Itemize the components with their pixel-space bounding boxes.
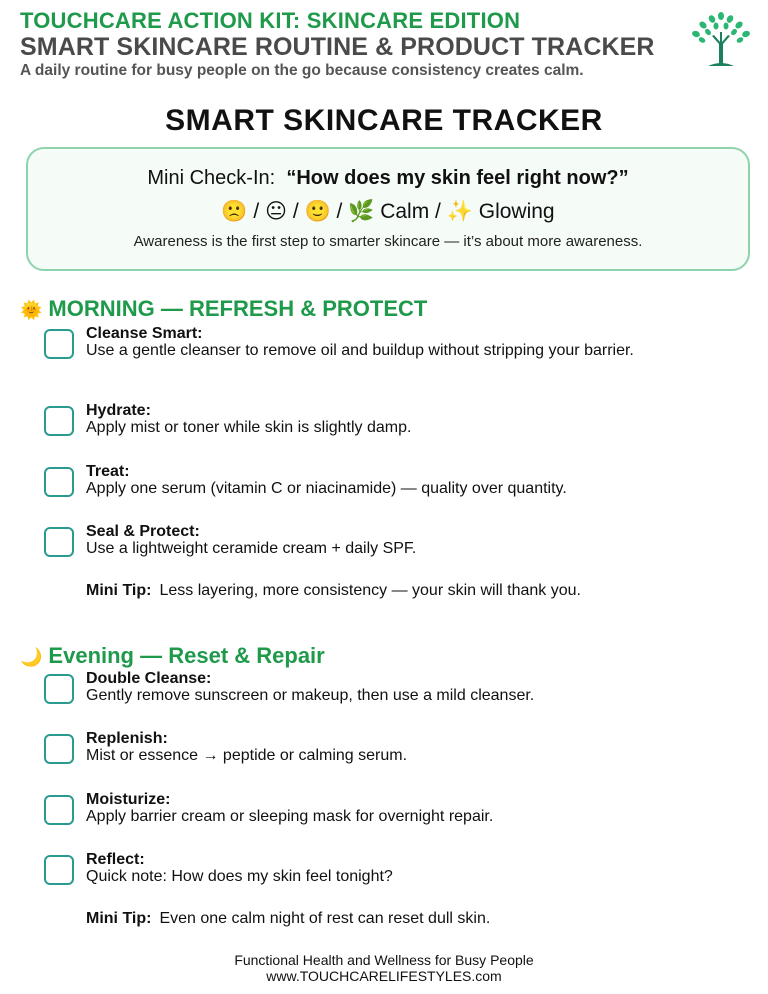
checkbox[interactable] — [44, 467, 74, 497]
item-title: Replenish: — [86, 730, 168, 747]
footer-tagline: Functional Health and Wellness for Busy People — [234, 952, 534, 968]
evening-heading-text: Evening — Reset & Repair — [48, 643, 325, 668]
mood-separator: / — [336, 200, 343, 223]
item-desc: Use a lightweight ceramide cream + daily SPF. — [86, 540, 417, 557]
header-kit: TOUCHCARE ACTION KIT: SKINCARE EDITION — [20, 8, 521, 33]
mood-calm-label[interactable]: Calm — [380, 200, 430, 223]
item-desc: Apply barrier cream or sleeping mask for overnight repair. — [86, 808, 494, 825]
checkbox[interactable] — [44, 734, 74, 764]
morning-tip — [86, 582, 581, 600]
mood-options — [28, 199, 748, 224]
tip-label: Mini Tip: — [86, 910, 152, 927]
checkbox[interactable] — [44, 674, 74, 704]
checkin-panel — [26, 147, 750, 271]
checkbox[interactable] — [44, 527, 74, 557]
checkbox[interactable] — [44, 855, 74, 885]
mood-separator: / — [292, 200, 299, 223]
item-desc: Apply mist or toner while skin is slightly damp. — [86, 419, 412, 436]
evening-heading — [20, 643, 325, 669]
checkbox[interactable] — [44, 795, 74, 825]
checkin-label: Mini Check-In: — [147, 167, 276, 189]
item-desc: Use a gentle cleanser to remove oil and buildup without stripping your barrier. — [86, 342, 634, 359]
tip-text: Even one calm night of rest can reset dull skin. — [159, 910, 491, 927]
checkin-note: Awareness is the first step to smarter skincare — it’s about more awareness. — [133, 233, 643, 250]
sun-icon: 🌞 — [20, 300, 43, 320]
morning-heading — [20, 296, 427, 322]
morning-heading-text: MORNING — REFRESH & PROTECT — [48, 296, 428, 321]
tip-text: Less layering, more consistency — your skin will thank you. — [159, 582, 581, 599]
item-title: Moisturize: — [86, 791, 171, 808]
item-title: Reflect: — [86, 851, 145, 868]
mood-separator: / — [253, 200, 260, 223]
header-subtitle: A daily routine for busy people on the go because consistency creates calm. — [20, 62, 584, 79]
checkbox[interactable] — [44, 329, 74, 359]
item-title: Seal & Protect: — [86, 523, 200, 540]
item-desc: Gently remove sunscreen or makeup, then use a mild cleanser. — [86, 687, 535, 704]
item-desc: Mist or essence → peptide or calming serum. — [86, 747, 408, 764]
sparkles-icon: ✨ — [446, 200, 473, 223]
footer-website[interactable]: www.TOUCHCARELIFESTYLES.com — [266, 968, 502, 984]
mood-glowing-label[interactable]: Glowing — [478, 200, 555, 223]
tip-label: Mini Tip: — [86, 582, 152, 599]
herb-icon: 🌿 — [348, 200, 375, 223]
crescent-moon-icon: 🌙 — [20, 647, 43, 667]
item-title: Hydrate: — [86, 402, 151, 419]
header-title: SMART SKINCARE ROUTINE & PRODUCT TRACKER — [20, 33, 655, 61]
checkbox[interactable] — [44, 406, 74, 436]
neutral-face-icon[interactable]: 😐 — [265, 200, 287, 223]
frown-face-icon[interactable]: 🙁 — [221, 200, 248, 223]
item-title: Treat: — [86, 463, 130, 480]
smile-face-icon[interactable]: 🙂 — [304, 200, 331, 223]
tree-logo-icon — [688, 8, 754, 68]
mood-separator: / — [435, 200, 441, 223]
checkin-question: “How does my skin feel right now?” — [286, 167, 629, 189]
item-title: Double Cleanse: — [86, 670, 212, 687]
main-title: SMART SKINCARE TRACKER — [165, 104, 603, 137]
footer — [0, 952, 768, 984]
item-desc: Quick note: How does my skin feel tonight? — [86, 868, 393, 885]
evening-tip — [86, 910, 490, 928]
item-title: Cleanse Smart: — [86, 325, 203, 342]
item-desc: Apply one serum (vitamin C or niacinamide) — quality over quantity. — [86, 480, 567, 497]
